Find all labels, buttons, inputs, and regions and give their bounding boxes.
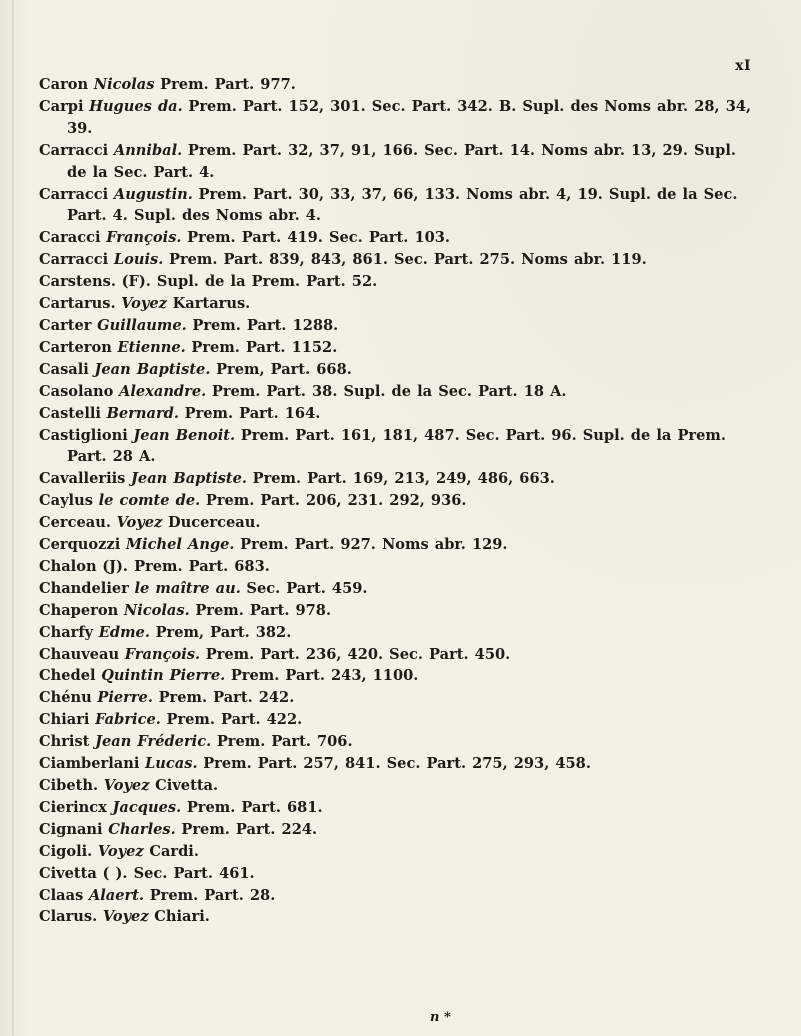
entry-surname: Casali (39, 360, 89, 378)
entry-surname: Cignani (39, 820, 103, 838)
entry-surname: Cerquozzi (39, 536, 121, 554)
page-folio: xI (735, 58, 751, 74)
entry-references: Prem. Part. 243, 1100. (230, 667, 419, 685)
entry-references: Prem. Part. 152, 301. Sec. Part. 342. B. Supl. des Noms abr. 28, 34, 39. (67, 97, 752, 137)
entry-given-name: Jean Baptiste. (94, 360, 211, 378)
entry-references: Prem. Part. 38. Supl. de la Sec. Part. 18 A. (211, 382, 567, 400)
entry-given-name: Bernard. (106, 404, 179, 422)
entry-given-name: le comte de. (98, 492, 201, 510)
index-entry (39, 227, 761, 249)
entry-given-name: Augustin. (113, 185, 193, 203)
entry-surname: Civetta (39, 864, 97, 882)
entry-given-name: Voyez (97, 842, 144, 860)
entry-references: Prem. Part. 1152. (191, 338, 338, 356)
entry-surname: Carteron (39, 338, 112, 356)
index-entry (39, 665, 761, 687)
index-entry (39, 687, 761, 709)
index-entry (39, 381, 761, 403)
entry-references: Prem. Part. 206, 231. 292, 936. (205, 492, 467, 510)
index-entry (39, 731, 761, 753)
entry-given-name: Voyez (102, 908, 149, 926)
index-entry (39, 512, 761, 534)
entry-references: Prem. Part. 1288. (192, 316, 339, 334)
entry-surname: Cartarus. (39, 295, 116, 313)
index-entry (39, 885, 761, 907)
index-entry (39, 74, 761, 96)
entry-references: Civetta. (155, 777, 219, 794)
entry-given-name: Jean Benoit. (133, 426, 236, 444)
entry-references: Prem. Part. 32, 37, 91, 166. Sec. Part. 14. Noms abr. 13, 29. Supl. de la Sec. Part. 4. (67, 141, 736, 181)
entry-given-name: Louis. (113, 251, 164, 269)
entry-surname: Chauveau (39, 645, 120, 663)
index-entry (39, 271, 761, 293)
entry-surname: Caracci (39, 229, 101, 247)
entry-given-name: Voyez (121, 295, 167, 313)
entry-surname: Caylus (39, 492, 93, 510)
entry-references: Prem, Part. 668. (216, 360, 352, 378)
index-entry (39, 753, 761, 775)
entry-surname: Castiglioni (39, 426, 128, 444)
entry-given-name: Guillaume. (97, 316, 187, 334)
entry-given-name: François. (124, 645, 201, 663)
entry-surname: Cierincx (39, 798, 107, 816)
entry-references: Prem. Part. 169, 213, 249, 486, 663. (252, 470, 555, 488)
entry-surname: Chandelier (39, 579, 129, 597)
entry-references: Prem. Part. 28. (149, 886, 276, 904)
entry-given-name: Lucas. (145, 755, 198, 773)
entry-references: Prem. Part. 422. (166, 711, 303, 729)
entry-surname: Carter (39, 316, 92, 334)
entry-references: (F). Supl. de la Prem. Part. 52. (121, 273, 378, 291)
index-entry (39, 403, 761, 425)
entry-references: Prem. Part. 839, 843, 861. Sec. Part. 275. Noms abr. 119. (168, 251, 647, 269)
index-entry (39, 184, 761, 228)
entry-surname: Clarus. (39, 908, 98, 926)
entry-given-name: François. (106, 229, 182, 247)
entry-surname: Castelli (39, 404, 101, 422)
index-entry (39, 797, 761, 819)
index-entry (39, 841, 761, 863)
entry-surname: Chalon (39, 557, 97, 575)
index-entry (39, 337, 761, 359)
index-entry (39, 600, 761, 622)
entry-references: Prem. Part. 978. (195, 601, 332, 619)
entry-surname: Christ (39, 733, 90, 751)
index-entries (39, 74, 761, 928)
entry-references: Prem. Part. 419. Sec. Part. 103. (187, 229, 451, 247)
entry-surname: Cibeth. (39, 777, 99, 794)
entry-surname: Charfy (39, 623, 94, 641)
entry-references: (J). Prem. Part. 683. (102, 557, 270, 575)
index-entry (39, 556, 761, 578)
entry-references: Kartarus. (172, 295, 251, 313)
entry-surname: Carracci (39, 141, 109, 159)
entry-references: ( ). Sec. Part. 461. (102, 864, 255, 882)
entry-surname: Casolano (39, 382, 114, 400)
index-entry (39, 359, 761, 381)
entry-surname: Carpi (39, 97, 84, 115)
index-entry (39, 863, 761, 885)
entry-references: Prem. Part. 224. (181, 820, 318, 838)
index-entry (39, 622, 761, 644)
entry-references: Prem. Part. 977. (160, 76, 296, 93)
index-entry (39, 490, 761, 512)
index-entry (39, 534, 761, 556)
index-entry (39, 775, 761, 797)
entry-surname: Cerceau. (39, 514, 111, 532)
index-entry (39, 468, 761, 490)
entry-references: Prem. Part. 164. (184, 404, 321, 422)
entry-surname: Carracci (39, 251, 109, 269)
entry-references: Prem. Part. 30, 33, 37, 66, 133. Noms abr. 4, 19. Supl. de la Sec. Part. 4. Supl. des Noms abr. 4. (67, 185, 738, 225)
entry-given-name: Etienne. (117, 338, 186, 356)
entry-surname: Ciamberlani (39, 755, 140, 773)
entry-given-name: Hugues da. (89, 97, 183, 115)
entry-given-name: Alaert. (88, 886, 145, 904)
entry-references: Prem. Part. 927. Noms abr. 129. (240, 536, 508, 554)
entry-given-name: Nicolas. (123, 601, 190, 619)
entry-references: Prem. Part. 681. (186, 798, 323, 816)
entry-given-name: Voyez (103, 777, 150, 794)
index-entry (39, 293, 761, 315)
entry-references: Ducerceau. (167, 514, 261, 532)
entry-references: Sec. Part. 459. (246, 579, 368, 597)
entry-references: Prem. Part. 236, 420. Sec. Part. 450. (205, 645, 511, 663)
entry-given-name: Alexandre. (119, 382, 207, 400)
entry-given-name: Jean Baptiste. (131, 470, 247, 488)
entry-surname: Chaperon (39, 601, 119, 619)
entry-given-name: Annibal. (113, 141, 183, 159)
entry-surname: Caron (39, 76, 89, 93)
entry-surname: Cavalleriis (39, 470, 126, 488)
entry-given-name: Charles. (108, 820, 176, 838)
index-entry (39, 644, 761, 666)
entry-references: Chiari. (154, 908, 210, 926)
entry-references: Prem. Part. 257, 841. Sec. Part. 275, 293, 458. (203, 755, 591, 773)
entry-given-name: Michel Ange. (125, 536, 235, 554)
entry-references: Prem. Part. 242. (158, 689, 295, 707)
entry-given-name: Jacques. (112, 798, 182, 816)
entry-references: Prem. Part. 706. (216, 733, 353, 751)
index-entry (39, 96, 761, 140)
index-entry (39, 906, 761, 928)
index-entry (39, 140, 761, 184)
entry-surname: Chénu (39, 689, 92, 707)
entry-given-name: Nicolas (93, 76, 155, 93)
index-entry (39, 315, 761, 337)
page-edge-shadow (12, 0, 14, 1036)
index-entry (39, 578, 761, 600)
entry-given-name: le maître au. (134, 579, 241, 597)
entry-surname: Chedel (39, 667, 96, 685)
entry-references: Cardi. (149, 842, 199, 860)
signature-mark: n * (430, 1010, 451, 1025)
index-entry (39, 819, 761, 841)
entry-references: Prem, Part. 382. (155, 623, 292, 641)
index-entry (39, 425, 761, 469)
entry-surname: Claas (39, 886, 84, 904)
entry-given-name: Jean Fréderic. (95, 733, 212, 751)
entry-surname: Carstens. (39, 273, 116, 291)
index-entry (39, 249, 761, 271)
entry-given-name: Edme. (98, 623, 150, 641)
entry-references: Prem. Part. 161, 181, 487. Sec. Part. 96. Supl. de la Prem. Part. 28 A. (67, 426, 726, 466)
entry-surname: Cigoli. (39, 842, 93, 860)
entry-surname: Chiari (39, 711, 90, 729)
entry-given-name: Quintin Pierre. (101, 667, 226, 685)
entry-given-name: Pierre. (97, 689, 153, 707)
entry-given-name: Fabrice. (95, 711, 161, 729)
index-entry (39, 709, 761, 731)
entry-surname: Carracci (39, 185, 109, 203)
entry-given-name: Voyez (116, 514, 163, 532)
